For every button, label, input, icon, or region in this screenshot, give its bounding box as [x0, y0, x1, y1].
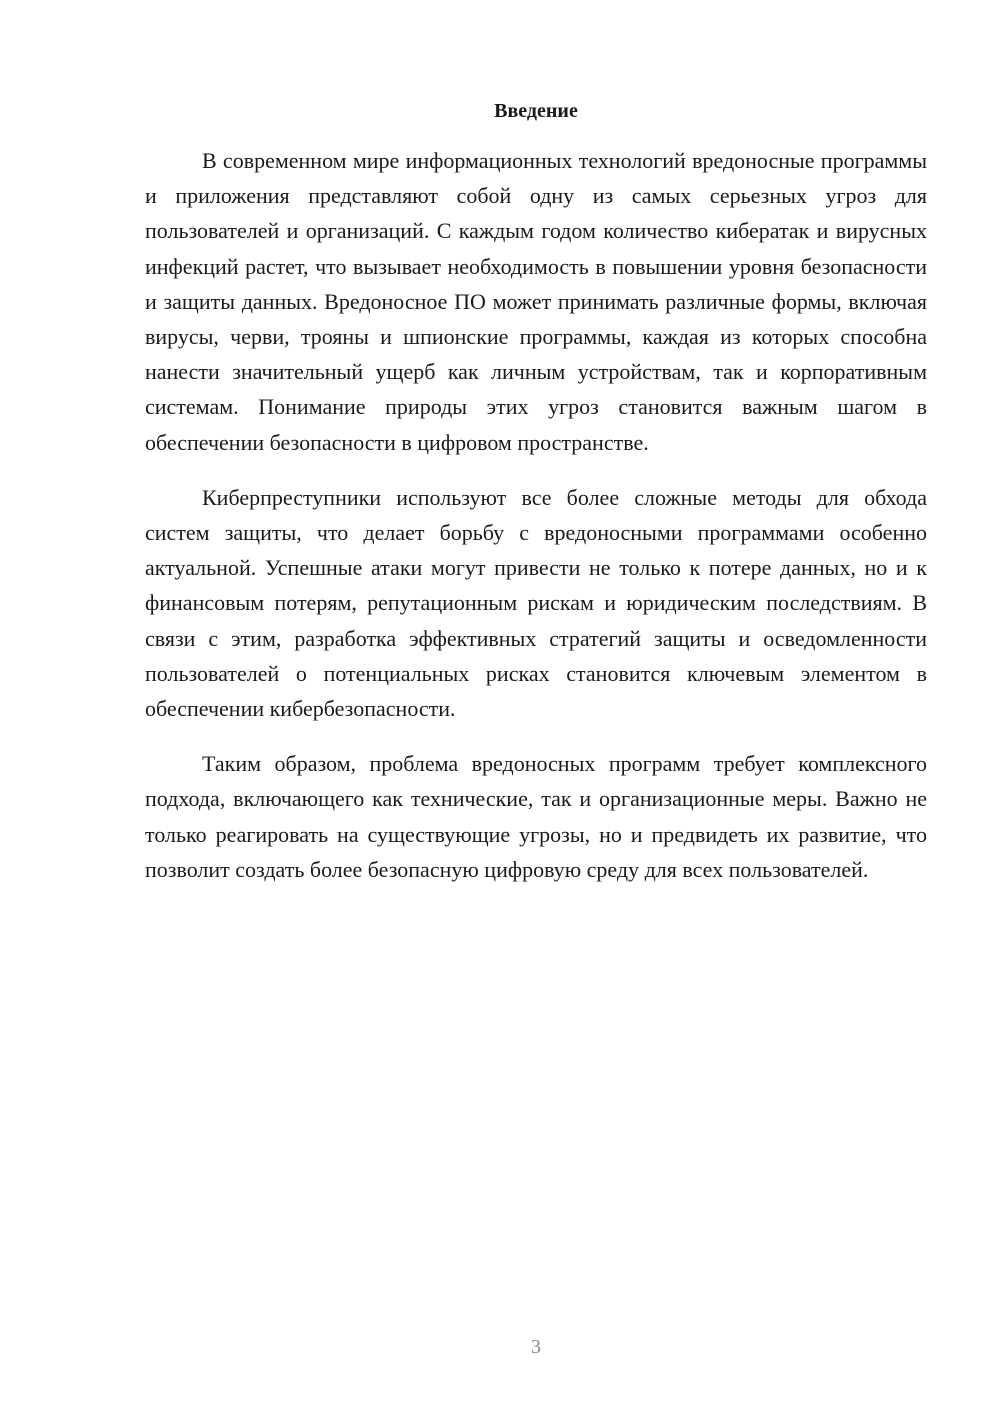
paragraph: Таким образом, проблема вредоносных программ требует комплексного подхода, включающего как технические, так и организационные меры. Важно не только реагировать на существующие угрозы, но и предвидеть их развитие, что позволит создать более безопасную цифровую среду для всех пользователей.	[145, 751, 927, 882]
paragraph: Киберпреступники используют все более сложные методы для обхода систем защиты, что делает борьбу с вредоносными программами особенно актуальной. Успешные атаки могут привести не только к потере данных, но и к финансовым потерям, репутационным рискам и юридическим последствиям. В связи с этим, разработка эффективных стратегий защиты и осведомленности пользователей о потенциальных рисках становится ключевым элементом в обеспечении кибербезопасности.	[145, 484, 927, 722]
body-text	[145, 143, 927, 887]
paragraph: В современном мире информационных технологий вредоносные программы и приложения представляют собой одну из самых серьезных угроз для пользователей и организаций. С каждым годом количество кибератак и вирусных инфекций растет, что вызывает необходимость в повышении уровня безопасности и защиты данных. Вредоносное ПО может принимать различные формы, включая вирусы, черви, трояны и шпионские программы, каждая из которых способна нанести значительный ущерб как личным устройствам, так и корпоративным системам. Понимание природы этих угроз становится важным шагом в обеспечении безопасности в цифровом пространстве.	[145, 148, 927, 455]
section-title: Введение	[494, 100, 578, 122]
page-number: 3	[531, 1336, 541, 1358]
